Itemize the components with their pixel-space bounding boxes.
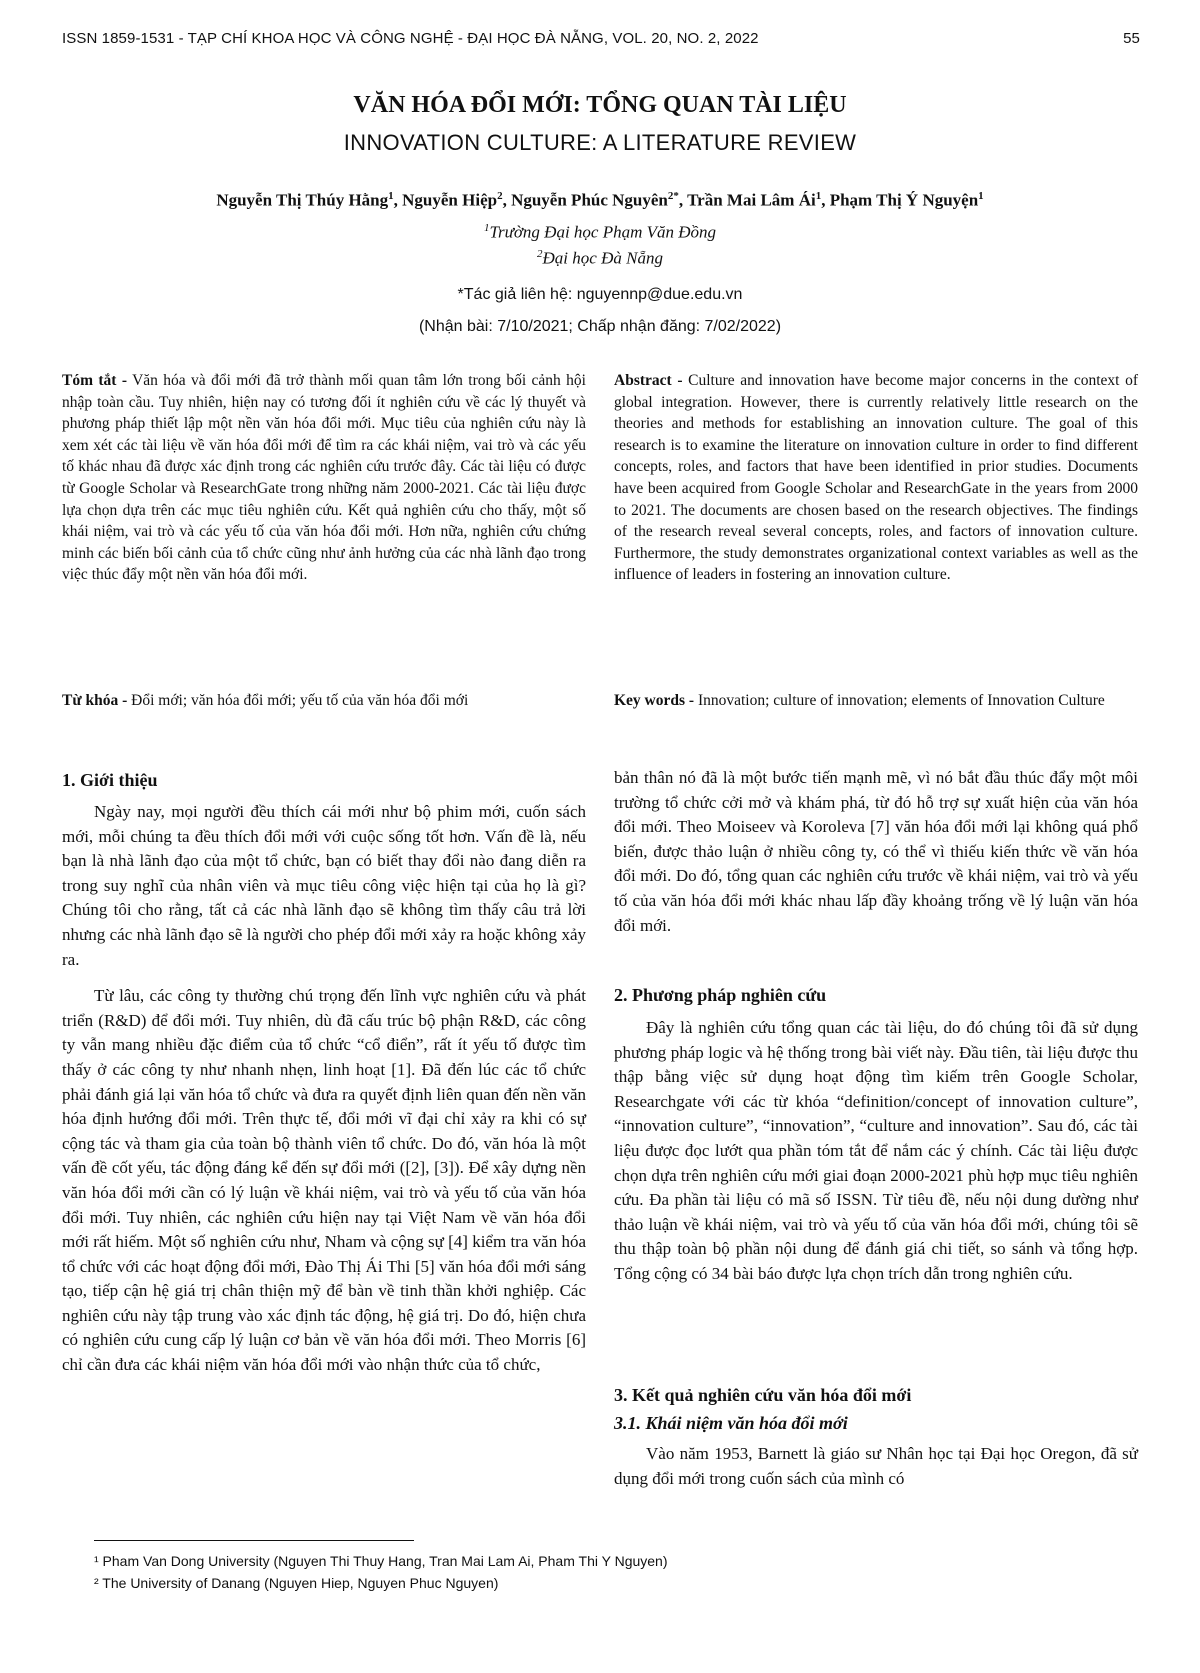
keywords-label: Key words - <box>614 692 695 709</box>
abstract-english <box>614 370 1138 586</box>
section-heading: 3. Kết quả nghiên cứu văn hóa đổi mới <box>614 1385 912 1405</box>
page-number: 55 <box>1123 30 1140 47</box>
section-1-continued <box>614 766 1138 950</box>
paragraph: bản thân nó đã là một bước tiến mạnh mẽ, vì nó bắt đầu thúc đẩy một môi trường tổ chức cởi mở và khám phá, từ đó hỗ trợ sự xuất hiện của văn hóa đổi mới. Theo Moiseev và Koroleva [7] văn hóa đổi mới lại không quá phổ biến, được thảo luận ở nhiều công ty, có thể vì thiếu kiến thức về văn hóa đổi mới. Do đó, tổng quan các nghiên cứu trước về khái niệm, vai trò và yếu tố của văn hóa đổi mới khác nhau lấp đầy khoảng trống về lý luận văn hóa đổi mới. <box>614 768 1138 935</box>
affiliation-1 <box>0 222 1200 243</box>
paragraph: Ngày nay, mọi người đều thích cái mới như bộ phim mới, cuốn sách mới, mỗi chúng ta đều thích đổi mới với cuộc sống tốt hơn. Vấn đề là, nếu bạn là nhà lãnh đạo của một tổ chức, bạn có biết thay đổi nào đang diễn ra trong suy nghĩ của nhân viên và mục tiêu công việc hiện tại của họ là gì? Chúng tôi cho rằng, tất cả các nhà lãnh đạo sẽ không tìm thấy câu trả lời nhưng các nhà lãnh đạo sẽ là người cho phép đổi mới xảy ra hoặc không xảy ra. <box>62 802 586 969</box>
corresponding-author: *Tác giả liên hệ: nguyennp@due.edu.vn <box>457 286 743 303</box>
abstract-label: Abstract - <box>614 372 683 389</box>
author-affiliation-mark: 1 <box>815 190 822 202</box>
author: Nguyễn Thị Thúy Hằng <box>216 190 389 210</box>
section-heading: 2. Phương pháp nghiên cứu <box>614 985 827 1005</box>
section-heading: 1. Giới thiệu <box>62 770 158 790</box>
footnote-rule <box>94 1540 414 1541</box>
paragraph: Vào năm 1953, Barnett là giáo sư Nhân học tại Đại học Oregon, đã sử dụng đổi mới trong cuốn sách của mình có <box>614 1444 1138 1488</box>
affiliation-mark: 1 <box>483 222 490 234</box>
author: Nguyễn Hiệp <box>402 190 498 210</box>
section-3-body <box>614 1442 1138 1503</box>
keywords-english <box>614 690 1138 712</box>
footnote-1: ¹ Pham Van Dong University (Nguyen Thi Thuy Hang, Tran Mai Lam Ai, Pham Thi Y Nguyen) <box>94 1553 668 1569</box>
author-affiliation-mark: 2 <box>497 190 503 202</box>
footnote-2: ² The University of Danang (Nguyen Hiep, Nguyen Phuc Nguyen) <box>94 1575 499 1591</box>
author-affiliation-mark: 1 <box>978 190 984 202</box>
title-vietnamese: VĂN HÓA ĐỔI MỚI: TỔNG QUAN TÀI LIỆU <box>353 92 847 118</box>
author: Phạm Thị Ý Nguyện <box>829 190 979 210</box>
affiliation-name: Đại học Đà Nẵng <box>542 248 663 268</box>
subsection-heading: 3.1. Khái niệm văn hóa đổi mới <box>614 1413 848 1433</box>
keywords-label: Từ khóa - <box>62 692 128 709</box>
keywords-text: Innovation; culture of innovation; elements of Innovation Culture <box>697 692 1105 709</box>
paragraph: Từ lâu, các công ty thường chú trọng đến lĩnh vực nghiên cứu và phát triển (R&D) để đổi mới. Tuy nhiên, dù đã cấu trúc bộ phận R&D, các công ty vẫn mang nhiều đặc điểm của tổ chức “cổ điển”, rất ít yếu tố được tìm thấy ở các công ty như nhanh nhẹn, linh hoạt [1]. Đã đến lúc các tổ chức phải đánh giá lại văn hóa tổ chức và đưa ra quyết định liên quan đến nền văn hóa định hướng đổi mới. Trên thực tế, đổi mới vĩ đại chỉ xảy ra khi có sự cộng tác và tham gia của toàn bộ thành viên tổ chức. Do đó, văn hóa là một vấn đề cốt yếu, tác động đáng kể đến sự đổi mới ([2], [3]). Để xây dựng nền văn hóa đổi mới cần có lý luận về khái niệm, vai trò và yếu tố của văn hóa đổi mới. Tuy nhiên, các nghiên cứu hiện nay tại Việt Nam về văn hóa đổi mới rất hiếm. Một số nghiên cứu như, Nham và cộng sự [4] kiểm tra văn hóa tổ chức với các hoạt động đổi mới, Đào Thị Ái Thi [5] văn hóa đổi mới sáng tạo, tiếp cận hệ giá trị chân thiện mỹ để bàn về tinh thần khởi nghiệp. Các nghiên cứu này tập trung vào xác định tác động, hệ giá trị. Do đó, hiện chưa có nghiên cứu cung cấp lý luận cơ bản về văn hóa đổi mới. Theo Morris [6] chỉ cần đưa các khái niệm văn hóa đổi mới vào nhận thức của tổ chức, <box>62 986 586 1375</box>
section-1-body <box>62 800 586 1390</box>
title-english: INNOVATION CULTURE: A LITERATURE REVIEW <box>343 130 857 155</box>
section-2-body <box>614 1016 1138 1299</box>
affiliation-mark: 2 <box>537 248 543 260</box>
running-header <box>62 30 1140 47</box>
journal-header: ISSN 1859-1531 - TẠP CHÍ KHOA HỌC VÀ CÔNG NGHỆ - ĐẠI HỌC ĐÀ NẴNG, VOL. 20, NO. 2, 2022 <box>62 30 759 47</box>
abstract-vietnamese <box>62 370 586 586</box>
abstract-label: Tóm tắt - <box>62 372 127 389</box>
paragraph: Đây là nghiên cứu tổng quan các tài liệu, do đó chúng tôi đã sử dụng phương pháp logic và hệ thống trong bài viết này. Đầu tiên, tài liệu được thu thập bằng việc sử dụng hoạt động tìm kiếm trên Google Scholar, Researchgate với các từ khóa “definition/concept of innovation culture”, “innovation culture”, “innovation”, “culture and innovation”. Sau đó, các tài liệu được đọc lướt qua phần tóm tắt để nắm các ý chính. Các tài liệu được chọn dựa trên nghiên cứu mới giai đoạn 2000-2021 phù hợp mục tiêu nghiên cứu. Đa phần tài liệu có mã số ISSN. Từ tiêu đề, nếu nội dung dường như thảo luận về khái niệm, vai trò và yếu tố của văn hóa đổi mới, chúng tôi sẽ thu thập toàn bộ phần nội dung để đánh giá chi tiết, so sánh và tổng hợp. Tổng cộng có 34 bài báo được lựa chọn trích dẫn trong nghiên cứu. <box>614 1018 1138 1283</box>
keywords-text: Đổi mới; văn hóa đổi mới; yếu tố của văn hóa đổi mới <box>131 692 469 709</box>
author-affiliation-mark: 2* <box>667 190 679 202</box>
author-list: Nguyễn Thị Thúy Hằng$^1$, Nguyễn Hiệp$^2$, Nguyễn Phúc Nguyên$^{2*}$, Trần Mai Lâm $Ái^1$, Phạm Thị Ý Nguyện$^1$ <box>216 190 984 210</box>
submission-dates: (Nhận bài: 7/10/2021; Chấp nhận đăng: 7/02/2022) <box>418 318 782 335</box>
abstract-text: Văn hóa và đổi mới đã trở thành mối quan tâm lớn trong bối cảnh hội nhập toàn cầu. Tuy nhiên, hiện nay có tương đối ít nghiên cứu về các lý thuyết và phương pháp thiết lập một nền văn hóa đổi mới. Mục tiêu của nghiên cứu này là xem xét các tài liệu về văn hóa đổi mới để tìm ra các khái niệm, vai trò và các yếu tố khác nhau đã được xác định trong các nghiên cứu trước đây. Các tài liệu có được từ Google Scholar và ResearchGate trong những năm 2000-2021. Các tài liệu được lựa chọn dựa trên các mục tiêu nghiên cứu. Kết quả nghiên cứu cho thấy, một số khái niệm, vai trò và các yếu tố của văn hóa đổi mới. Hơn nữa, nghiên cứu chứng minh các biến bối cảnh của tổ chức cũng như ảnh hưởng của các nhà lãnh đạo trong việc thúc đẩy một nền văn hóa đổi mới. <box>62 372 586 584</box>
author: Trần Mai Lâm Ái <box>687 190 816 210</box>
author: Nguyễn Phúc Nguyên <box>511 190 668 210</box>
abstract-text: Culture and innovation have become major concerns in the context of global integration. However, there is currently relatively little research on the theories and methods for establishing an innovation culture. The goal of this research is to examine the literature on innovation culture in order to find different concepts, roles, and factors that have been identified in prior studies. Documents have been acquired from Google Scholar and ResearchGate in the years from 2000 to 2021. The documents are chosen based on the research objectives. The findings of the research reveal several concepts, roles, and factors of innovation culture. Furthermore, the study demonstrates organizational context variables as well as the influence of leaders in fostering an innovation culture. <box>614 372 1139 584</box>
affiliation-name: Trường Đại học Phạm Văn Đồng <box>489 222 717 242</box>
affiliation-2 <box>0 248 1200 269</box>
author-affiliation-mark: 1 <box>388 190 394 202</box>
keywords-vietnamese <box>62 690 586 712</box>
